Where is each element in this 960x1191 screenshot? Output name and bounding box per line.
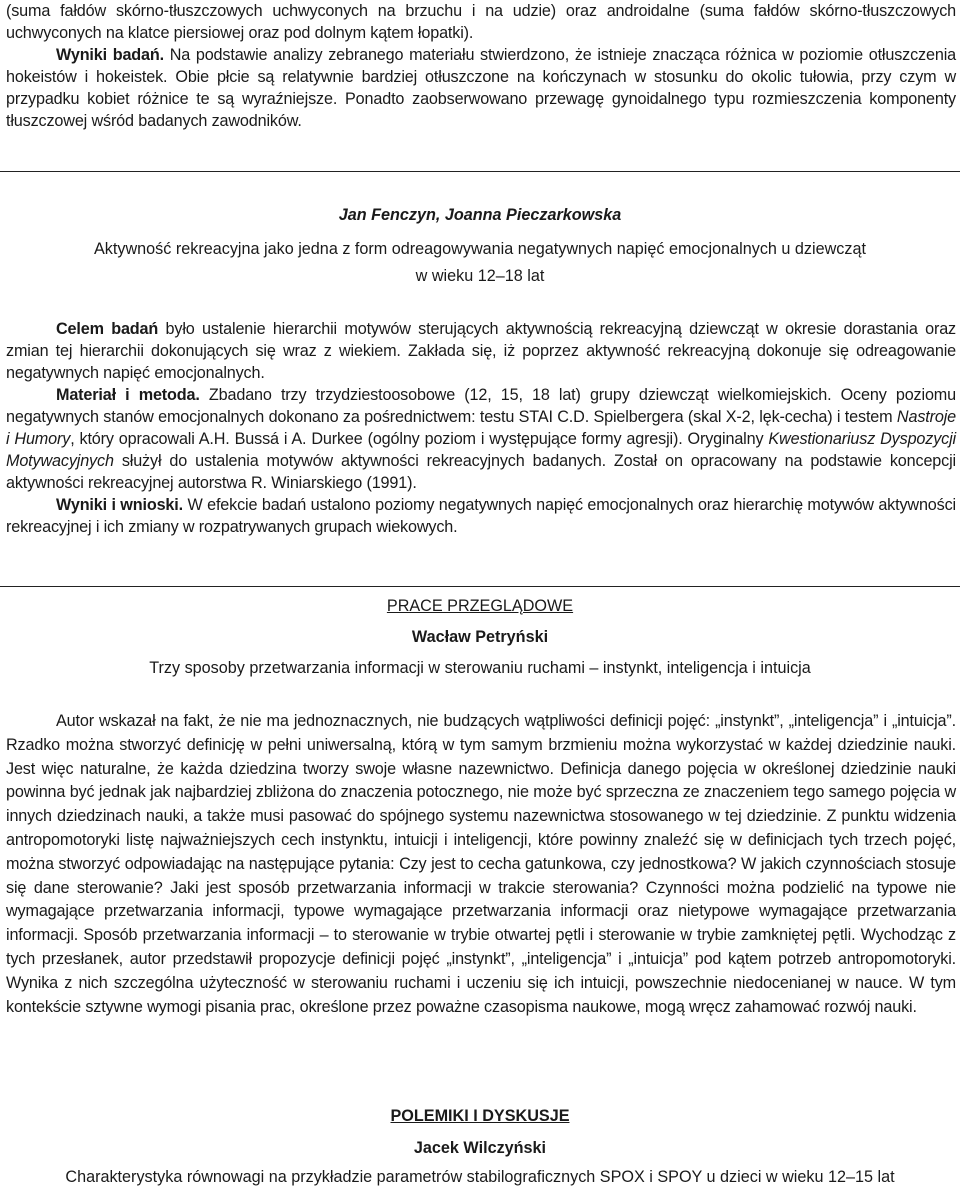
article-abstract	[6, 318, 956, 538]
aim-text: było ustalenie hierarchii motywów sterujących aktywnością rekreacyjną dziewcząt w okresie dorastania oraz zmian tej hierarchii dokonujących się wraz z wiekiem. Zakłada się, iż poprzez aktywność rekreacyjną dokonuje się odreagowanie negatywnych napięć emocjonalnych.	[6, 320, 956, 382]
aim-label: Celem badań	[56, 320, 159, 338]
intro-continuation	[6, 0, 956, 132]
conclusions-text: W efekcie badań ustalono poziomy negatywnych napięć emocjonalnych oraz hierarchię motywów aktywności rekreacyjnej i ich zmiany w rozpatrywanych grupach wiekowych.	[6, 496, 956, 536]
results-label: Wyniki badań.	[56, 46, 164, 64]
article-title-line-2: w wieku 12–18 lat	[415, 267, 545, 285]
section-heading-review: PRACE PRZEGLĄDOWE	[386, 597, 574, 615]
article-authors: Jan Fenczyn, Joanna Pieczarkowska	[338, 206, 622, 224]
section-divider	[0, 586, 960, 587]
intro-paragraph: (suma fałdów skórno-tłuszczowych uchwyconych na brzuchu i na udzie) oraz androidalne (suma fałdów skórno-tłuszczowych uchwyconych na klatce piersiowej oraz pod dolnym kątem łopatki).	[6, 2, 956, 42]
results-text: Na podstawie analizy zebranego materiału stwierdzono, że istnieje znacząca różnica w poziomie otłuszczenia hokeistów i hokeistek. Obie płcie są relatywnie bardziej otłuszczone na kończynach w stosunku do okolic tułowia, przy czym w przypadku kobiet różnice te są wyraźniejsze. Ponadto zaobserwowano przewagę gynoidalnego typu rozmieszczenia komponenty tłuszczowej wśród badanych zawodników.	[6, 46, 956, 130]
method-text-c: służył do ustalenia motywów aktywności rekreacyjnych badanych. Został on opracowany na podstawie koncepcji aktywności rekreacyjnej autorstwa R. Winiarskiego (1991).	[6, 452, 956, 492]
polemics-title: Charakterystyka równowagi na przykładzie parametrów stabilograficznych SPOX i SPOY u dzieci w wieku 12–15 lat	[65, 1168, 895, 1186]
section-divider	[0, 171, 960, 172]
method-text-b: , który opracowali A.H. Bussá i A. Durkee (ogólny poziom i występujące formy agresji). Oryginalny	[70, 430, 769, 448]
review-author: Wacław Petryński	[411, 628, 549, 646]
method-label: Materiał i metoda.	[56, 386, 200, 404]
section-heading-polemics: POLEMIKI I DYSKUSJE	[390, 1107, 570, 1125]
method-italic-title-2: Kwestionariusz Dyspozycji Motywacyjnych	[6, 430, 956, 470]
method-text-a: Zbadano trzy trzydziestoosobowe (12, 15, 18 lat) grupy dziewcząt wielkomiejskich. Oceny poziomu negatywnych stanów emocjonalnych dokonano za pośrednictwem: testu STAI C.D. Spielbergera (skal X-2, lęk-cecha) i testem	[6, 386, 956, 426]
article-title-line-1: Aktywność rekreacyjna jako jedna z form odreagowywania negatywnych napięć emocjonalnych u dziewcząt	[93, 240, 866, 258]
conclusions-label: Wyniki i wnioski.	[56, 496, 183, 514]
review-title: Trzy sposoby przetwarzania informacji w sterowaniu ruchami – instynkt, inteligencja i intuicja	[149, 659, 811, 677]
method-italic-title-1: Nastroje i Humory	[6, 408, 956, 448]
review-body: Autor wskazał na fakt, że nie ma jednoznacznych, nie budzących wątpliwości definicji pojęć: „instynkt”, „inteligencja” i „intuicja”. Rzadko można stworzyć definicję w pełni uniwersalną, którą w tym samym brzmieniu można wykorzystać w każdej dziedzinie nauki. Jest więc naturalne, że każda dziedzina tworzy swoje własne nazewnictwo. Definicja danego pojęcia w określonej dziedzinie nauki powinna być jednak jak najbardziej zbliżona do znaczenia potocznego, nie może być sprzeczna ze znaczeniem tego samego pojęcia w innych dziedzinach nauki, a także musi pasować do spójnego systemu nazewnictwa stosowanego w tej dziedzinie. Z punktu widzenia antropomotoryki listę najważniejszych cech instynktu, intuicji i inteligencji, które powinny znaleźć się w definicjach tych trzech pojęć, można stworzyć odpowiadając na następujące pytania: Czy jest to cecha gatunkowa, czy jednostkowa? W jakich czynnościach stosuje się dane sterowanie? Jaki jest sposób przetwarzania informacji w trakcie sterowania? Czynności można podzielić na typowe nie wymagające przetwarzania informacji, typowe wymagające przetwarzania informacji oraz nietypowe wymagające przetwarzania informacji. Sposób przetwarzania informacji – to sterowanie w trybie otwartej pętli i sterowanie w trybie zamkniętej pętli. Wychodząc z tych przesłanek, autor przedstawił propozycje definicji pojęć „instynkt”, „inteligencja” i „intuicja” pod kątem potrzeb antropomotoryki. Wynika z nich szczególna użyteczność w sterowaniu ruchami i uczeniu się ich intuicji, powszechnie niedocenianej w nauce. W tym kontekście sztywne wymogi pisania prac, określone przez poważne czasopisma naukowe, mogą wręcz zahamować rozwój nauki.	[6, 712, 956, 1016]
polemics-author: Jacek Wilczyński	[413, 1139, 547, 1157]
